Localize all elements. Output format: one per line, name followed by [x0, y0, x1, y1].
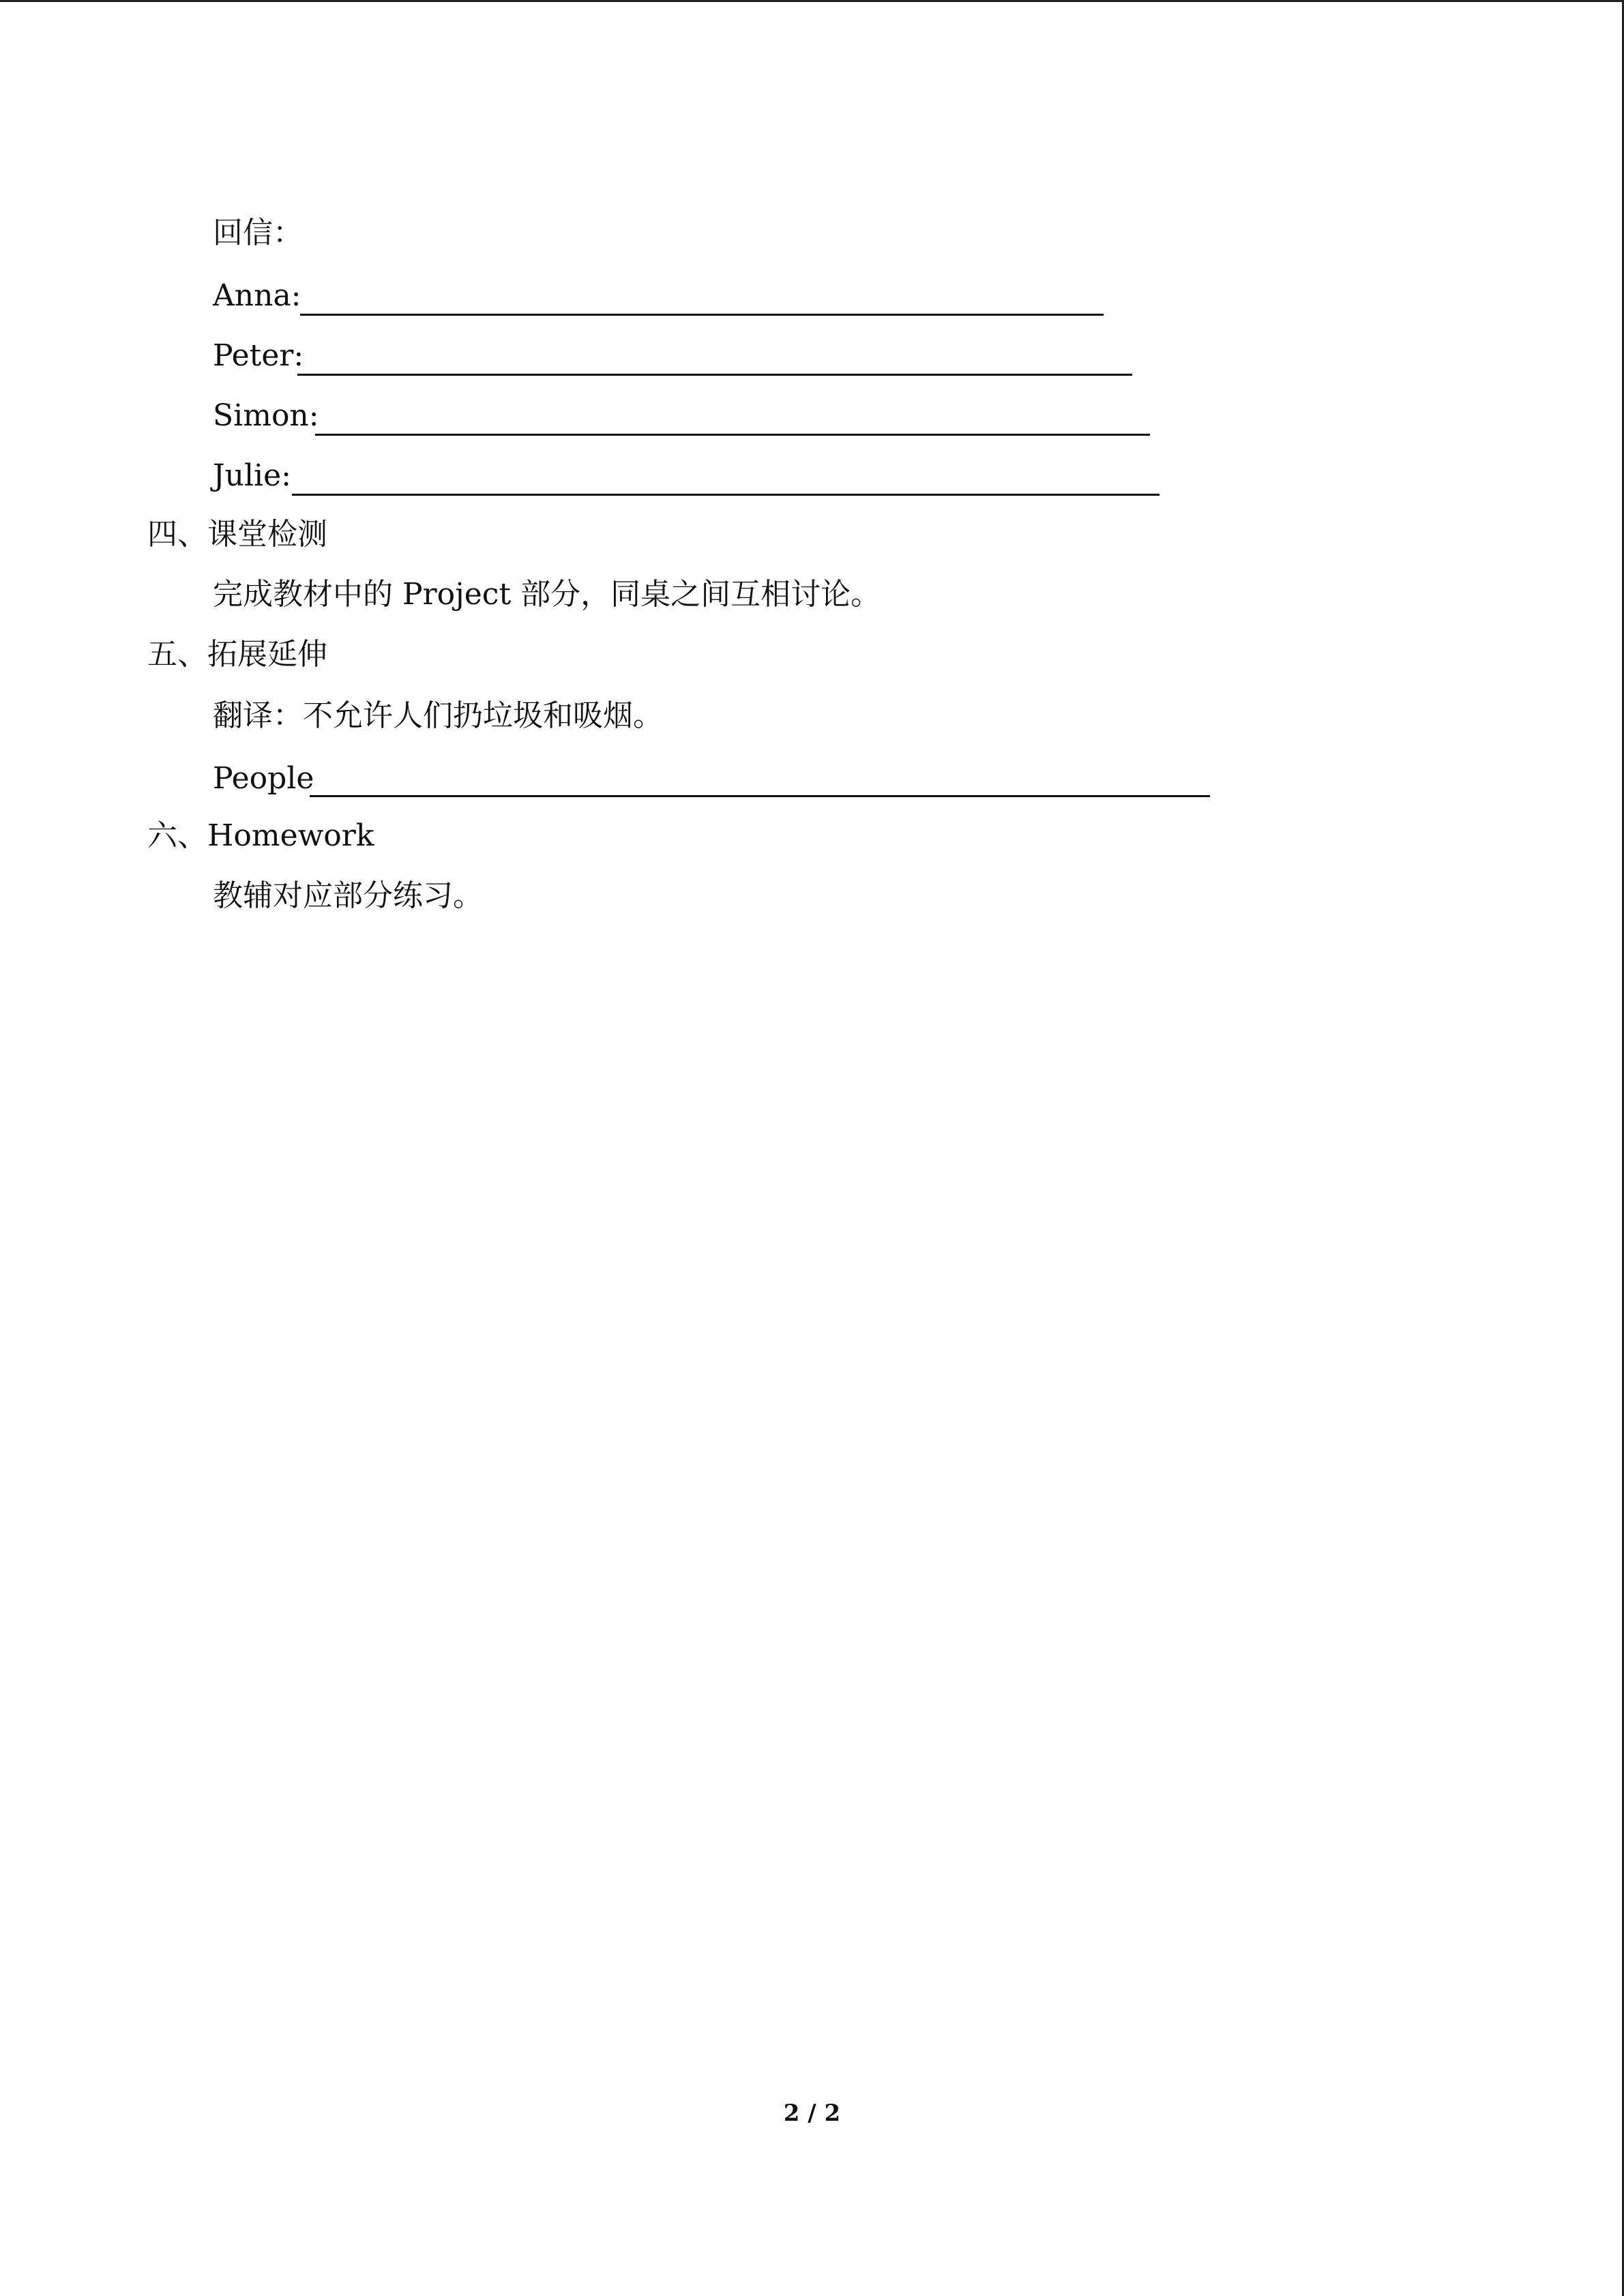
reply-row-julie-label: Julie:: [213, 458, 291, 493]
section-5-text: 翻译：不允许人们扔垃圾和吸烟。: [213, 698, 663, 733]
reply-row-anna-blank[interactable]: [300, 314, 1104, 316]
section-6-heading: 六、Homework: [147, 818, 374, 853]
reply-label: 回信：: [213, 215, 303, 250]
section-4-text: 完成教材中的 Project 部分，同桌之间互相讨论。: [213, 577, 881, 612]
reply-row-julie-blank[interactable]: [292, 494, 1160, 496]
reply-row-anna-label: Anna:: [213, 278, 301, 313]
translation-answer-prefix: People: [213, 761, 314, 796]
reply-row-peter-label: Peter:: [213, 338, 304, 373]
reply-row-peter-blank[interactable]: [297, 374, 1132, 376]
page-number: 2 / 2: [783, 2100, 841, 2127]
section-5-heading: 五、拓展延伸: [147, 637, 327, 672]
reply-row-simon-label: Simon:: [213, 398, 319, 433]
section-6-text: 教辅对应部分练习。: [213, 878, 483, 913]
translation-answer-blank[interactable]: [310, 795, 1210, 797]
reply-row-simon-blank[interactable]: [315, 434, 1150, 436]
section-4-heading: 四、课堂检测: [147, 517, 327, 552]
